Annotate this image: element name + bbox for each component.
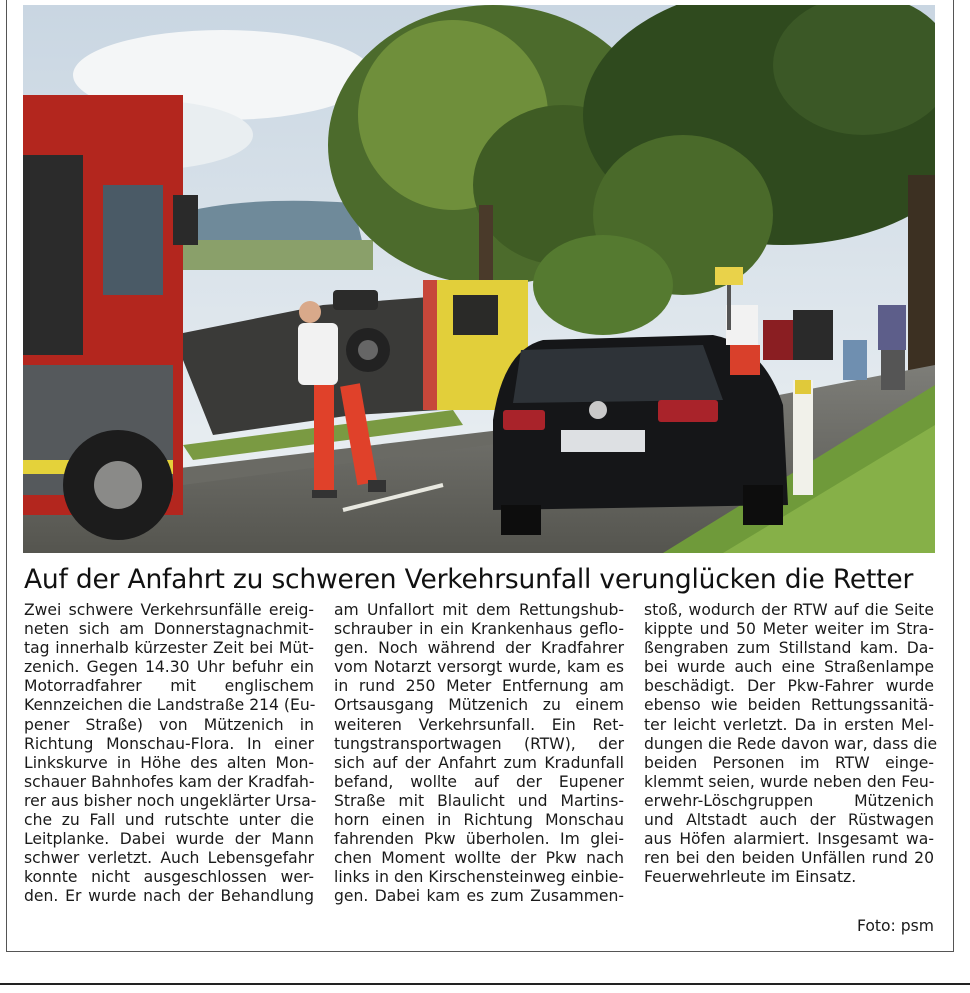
text-line: Zwei schwere Verkehrsunfälle ereig- (24, 601, 314, 619)
text-line: kippte und 50 Meter weiter im Stra- (644, 620, 934, 639)
article-column-3 (644, 601, 938, 907)
text-line: che zu Fall und rutschte unter die (24, 811, 314, 830)
text-line: zenich. Gegen 14.30 Uhr befuhr ein (24, 658, 314, 677)
text-line: Linkskurve in Höhe des alten Mon- (24, 753, 314, 772)
text-line: horn einen in Richtung Monschau (334, 811, 624, 830)
text-line: Feuerwehrleute im Einsatz. (644, 868, 857, 887)
photo-credit: Foto: psm (856, 917, 934, 935)
text-line: und Altstadt auch der Rüstwagen (644, 811, 934, 830)
text-line: den. Er wurde nach der Behandlung (24, 887, 314, 906)
text-line: ter leicht verletzt. Da in ersten Mel- (644, 715, 934, 734)
text-line: vom Notarzt versorgt wurde, kam es (334, 658, 624, 677)
text-line: erwehr-Löschgruppen Mützenich (644, 791, 934, 810)
text-line: Leitplanke. Dabei wurde der Mann (24, 830, 314, 849)
text-line: befand, wollte auf der Eupener (334, 772, 624, 791)
text-line: schwer verletzt. Auch Lebensgefahr (24, 849, 314, 868)
text-line: schauer Bahnhofes kam der Kradfah- (24, 772, 315, 791)
text-line: konnte nicht ausgeschlossen wer- (24, 868, 314, 887)
text-line: chen Moment wollte der Pkw nach (334, 849, 624, 868)
text-line: Richtung Monschau-Flora. In einer (24, 734, 314, 753)
text-line: beiden Personen im RTW einge- (644, 753, 934, 772)
text-line: rer aus bisher noch ungeklärter Ursa- (24, 791, 317, 810)
article-body (24, 601, 938, 907)
text-line: bei wurde auch eine Straßenlampe (644, 658, 934, 677)
text-line: ren bei den beiden Unfällen rund 20 (644, 849, 934, 868)
text-line: dungen die Rede davon war, dass die (644, 734, 938, 753)
text-line: neten sich am Donnerstagnachmit- (24, 620, 314, 639)
text-line: tungstransportwagen (RTW), der (334, 734, 624, 753)
text-line: klemmt seien, wurde neben den Feu- (644, 772, 935, 791)
text-line: aus Höfen alarmiert. Insgesamt wa- (644, 830, 934, 849)
headline: Auf der Anfahrt zu schweren Verkehrsunfall verunglücken die Retter (24, 564, 914, 595)
text-line: tag innerhalb kürzester Zeit bei Müt- (24, 639, 314, 658)
text-line: am Unfallort mit dem Rettungshub- (334, 601, 624, 619)
text-line: stoß, wodurch der RTW auf die Seite (644, 601, 934, 619)
text-line: sich auf der Anfahrt zum Kradunfall (334, 753, 624, 772)
text-line: Kennzeichen die Landstraße 214 (Eu- (24, 696, 316, 715)
article-column-2 (334, 601, 624, 907)
article-column-1 (24, 601, 317, 907)
bottom-divider (0, 983, 970, 985)
text-line: in rund 250 Meter Entfernung am (334, 677, 624, 696)
text-line: Ortsausgang Mützenich zu einem (334, 696, 624, 715)
accident-photo (23, 5, 935, 553)
text-line: links in den Kirschensteinweg einbie- (334, 868, 624, 887)
text-line: ßengraben zum Stillstand kam. Da- (644, 639, 934, 658)
text-line: pener Straße) von Mützenich in (24, 715, 314, 734)
text-line: gen. Noch während der Kradfahrer (334, 639, 624, 658)
text-line: ebenso wie beiden Rettungssanitä- (644, 696, 934, 715)
text-line: gen. Dabei kam es zum Zusammen- (334, 887, 624, 906)
text-line: Motorradfahrer mit englischem (24, 677, 314, 696)
text-line: fahrenden Pkw überholen. Im glei- (334, 830, 624, 849)
text-line: beschädigt. Der Pkw-Fahrer wurde (644, 677, 934, 696)
text-line: Straße mit Blaulicht und Martins- (334, 791, 624, 810)
text-line: weiteren Verkehrsunfall. Ein Ret- (334, 715, 624, 734)
text-line: schrauber in ein Krankenhaus geflo- (334, 620, 624, 639)
